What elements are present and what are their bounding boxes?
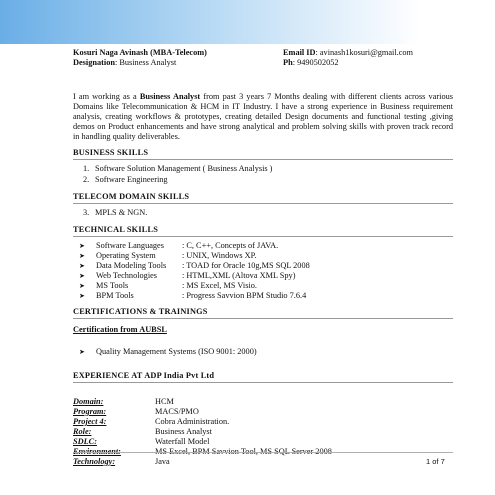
experience-value: HCM	[155, 397, 174, 406]
skill-key: Web Technologies	[96, 271, 158, 280]
list-item	[73, 208, 453, 219]
resume-page	[73, 48, 453, 467]
telecom-skills-list	[73, 208, 453, 219]
arrow-bullet-icon: ➤	[79, 252, 85, 260]
skill-key: BPM Tools	[96, 291, 134, 300]
item-text: MPLS & NGN.	[95, 208, 148, 217]
experience-label: Environment:	[73, 447, 121, 456]
arrow-bullet-icon: ➤	[79, 292, 85, 300]
summary-text-1: I am working as a	[73, 92, 140, 101]
experience-value: Waterfall Model	[155, 437, 210, 446]
skill-value: : MS Excel, MS Visio.	[182, 281, 257, 290]
summary-role: Business Analyst	[139, 92, 201, 101]
skill-value: : HTML,XML (Altova XML Spy)	[182, 271, 296, 280]
phone-line	[283, 58, 453, 68]
list-item	[73, 251, 453, 261]
experience-row	[73, 437, 453, 447]
experience-label: Program:	[73, 407, 107, 416]
arrow-bullet-icon: ➤	[79, 282, 85, 290]
list-item	[73, 347, 453, 357]
skill-key: Software Languages	[96, 241, 164, 250]
experience-value: MACS/PMO	[155, 407, 199, 416]
email-label: Email ID	[283, 48, 316, 57]
certification-subtitle: Certification from AUBSL	[73, 325, 167, 334]
arrow-bullet-icon: ➤	[79, 272, 85, 280]
skill-value: : UNIX, Windows XP.	[182, 251, 257, 260]
skill-value: : Progress Savvion BPM Studio 7.6.4	[182, 291, 307, 300]
experience-row	[73, 457, 453, 467]
skill-key: Operating System	[96, 251, 156, 260]
experience-row	[73, 407, 453, 417]
certifications-list	[73, 347, 453, 357]
business-skills-heading: BUSINESS SKILLS	[73, 148, 453, 160]
experience-label: Role:	[73, 427, 92, 436]
skill-key: MS Tools	[96, 281, 129, 290]
footer-divider	[73, 452, 453, 453]
list-item	[73, 175, 453, 186]
phone-value: : 9490502052	[292, 58, 339, 67]
designation-value: : Business Analyst	[114, 58, 177, 67]
skill-value: : TOAD for Oracle 10g,MS SQL 2008	[182, 261, 310, 270]
experience-value: Java	[155, 457, 170, 466]
item-number: 3.	[83, 208, 90, 217]
item-number: 2.	[83, 175, 90, 184]
designation-line	[73, 58, 263, 68]
experience-row	[73, 417, 453, 427]
experience-row	[73, 397, 453, 407]
technical-skills-heading: TECHNICAL SKILLS	[73, 225, 453, 237]
certifications-heading: CERTIFICATIONS & TRAININGS	[73, 307, 453, 319]
telecom-skills-heading: TELECOM DOMAIN SKILLS	[73, 192, 453, 204]
experience-heading: EXPERIENCE AT ADP India Pvt Ltd	[73, 371, 453, 383]
list-item	[73, 241, 453, 251]
page-number: 1 of 7	[426, 457, 445, 466]
item-text: Software Solution Management ( Business Analysis )	[95, 164, 273, 173]
list-item	[73, 291, 453, 301]
skill-key: Data Modeling Tools	[96, 261, 167, 270]
skill-value: : C, C++, Concepts of JAVA.	[182, 241, 279, 250]
experience-value: Cobra Administration.	[155, 417, 230, 426]
experience-label: SDLC:	[73, 437, 97, 446]
arrow-bullet-icon: ➤	[79, 262, 85, 270]
header-banner	[0, 0, 495, 44]
summary-paragraph	[73, 92, 453, 142]
list-item	[73, 164, 453, 175]
email-value[interactable]: : avinash1kosuri@gmail.com	[315, 48, 414, 57]
experience-value: Business Analyst	[155, 427, 212, 436]
designation-label: Designation	[73, 58, 115, 67]
candidate-name: Kosuri Naga Avinash (MBA-Telecom)	[73, 48, 207, 57]
technical-skills-list	[73, 241, 453, 301]
list-item	[73, 281, 453, 291]
arrow-bullet-icon: ➤	[79, 348, 85, 356]
item-number: 1.	[83, 164, 90, 173]
experience-label: Project 4:	[73, 417, 107, 426]
business-skills-list	[73, 164, 453, 186]
list-item	[73, 261, 453, 271]
experience-value: MS Excel, BPM Savvion Tool, MS SQL Server 2008	[155, 447, 332, 456]
item-text: Software Engineering	[95, 175, 168, 184]
summary-text-2: from past 3 years 7 Months dealing with different clients across various Domains like Telecommunication & HCM in IT Industry. I have a strong experience in Business requirement analysis, creating workflows & prototypes, creating detailed Design documents and functional testing ,giving demos on Product enhancements and have strong analytical and problem solving skills with proven track record in handling quality deliverables.	[73, 92, 453, 141]
experience-label: Domain:	[73, 397, 104, 406]
email-line	[283, 48, 453, 58]
arrow-bullet-icon: ➤	[79, 242, 85, 250]
list-item	[73, 271, 453, 281]
experience-label: Technology:	[73, 457, 116, 466]
phone-label: Ph	[283, 58, 293, 67]
contact-header	[73, 48, 453, 68]
experience-details	[73, 397, 453, 467]
experience-row	[73, 427, 453, 437]
cert-text: Quality Management Systems (ISO 9001: 2000)	[96, 347, 257, 356]
